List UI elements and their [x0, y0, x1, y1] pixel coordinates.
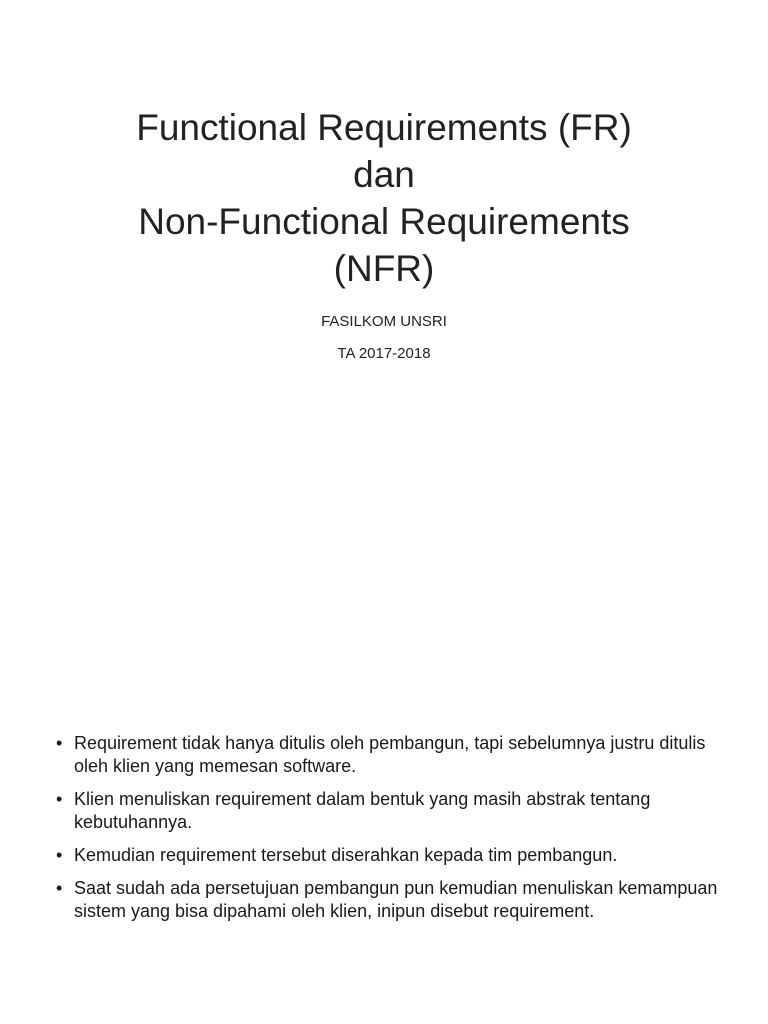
- bullet-item: [56, 844, 736, 867]
- title-line-1: Functional Requirements (FR): [136, 107, 632, 148]
- title-line-2: dan: [353, 154, 415, 195]
- bullet-dot-icon: •: [56, 878, 63, 898]
- subtitle-academic-year: TA 2017-2018: [337, 345, 431, 362]
- bullet-list: [56, 732, 736, 933]
- content-slide: [0, 690, 768, 1024]
- bullet-item: [56, 877, 736, 923]
- slide-title: [40, 104, 728, 292]
- title-line-4: (NFR): [333, 248, 435, 289]
- bullet-dot-icon: •: [56, 733, 63, 753]
- subtitle-institution: FASILKOM UNSRI: [321, 313, 447, 330]
- bullet-text: Kemudian requirement tersebut diserahkan kepada tim pembangun.: [74, 845, 618, 865]
- bullet-text: Saat sudah ada persetujuan pembangun pun kemudian menuliskan kemampuan sistem yang bisa dipahami oleh klien, inipun disebut requirement.: [74, 878, 718, 921]
- bullet-dot-icon: •: [56, 789, 63, 809]
- bullet-item: [56, 732, 736, 778]
- title-line-3: Non-Functional Requirements: [138, 201, 630, 242]
- slide-subtitle: [40, 306, 728, 370]
- bullet-text: Requirement tidak hanya ditulis oleh pembangun, tapi sebelumnya justru ditulis oleh klien yang memesan software.: [74, 733, 706, 776]
- bullet-item: [56, 788, 736, 834]
- bullet-text: Klien menuliskan requirement dalam bentuk yang masih abstrak tentang kebutuhannya.: [74, 789, 651, 832]
- bullet-dot-icon: •: [56, 845, 63, 865]
